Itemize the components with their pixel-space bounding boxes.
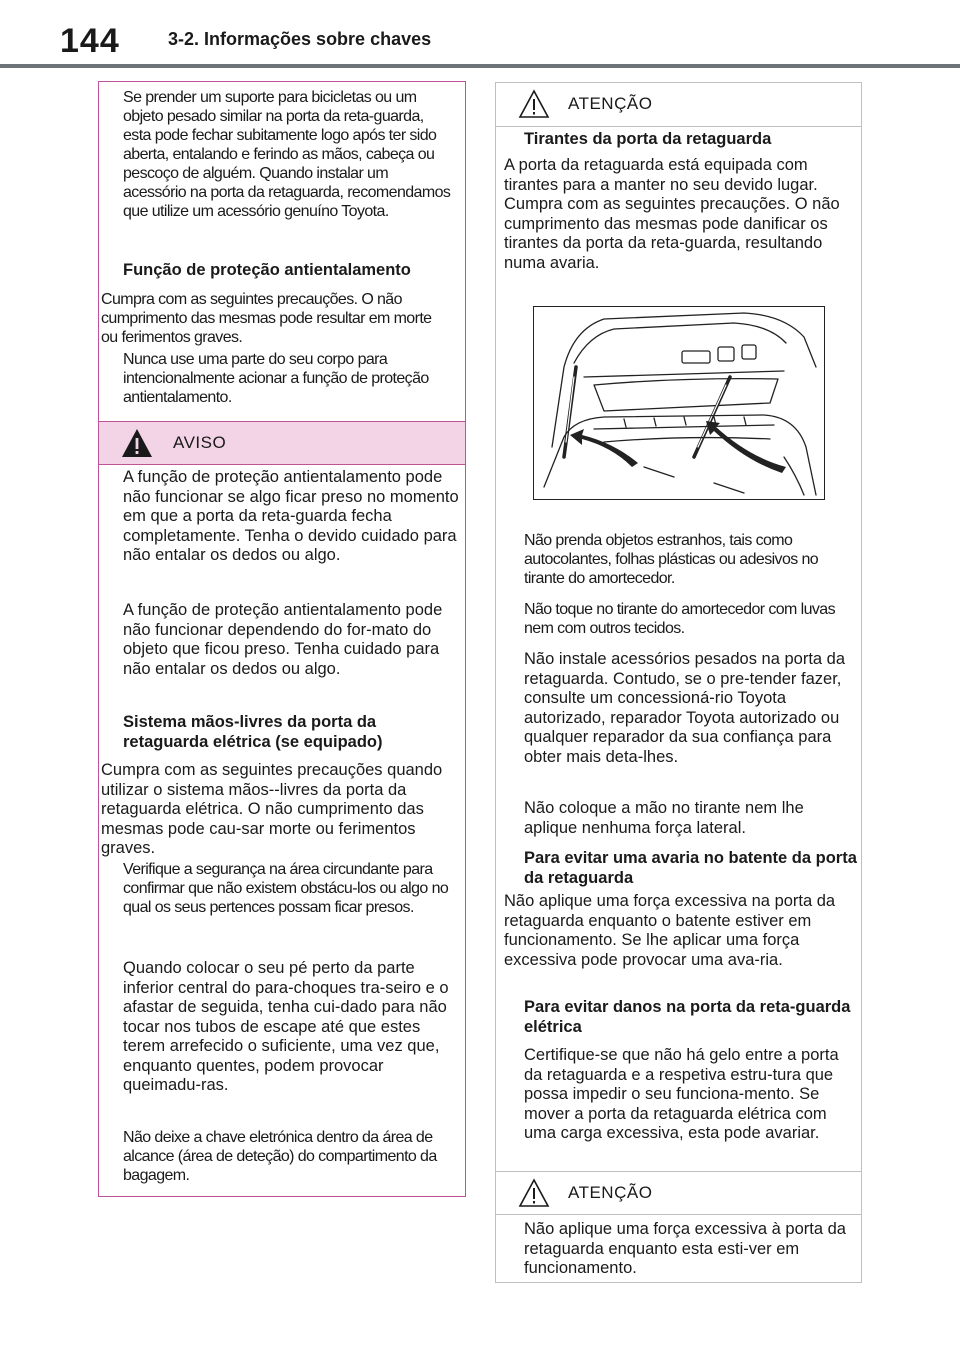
atencao-header-2 [496, 1171, 861, 1215]
handsfree-check-surroundings: Verifique a segurança na área circundante para confirmar que não existem obstácu-los ou algo no qual os seus pertences possam ficar presos. [123, 861, 449, 916]
power-door-heading: Para evitar danos na porta da reta-guarda elétrica [524, 998, 851, 1036]
atencao-header [496, 83, 861, 127]
anti-pinch-intro: Cumpra com as seguintes precauções. O não cumprimento das mesmas pode resultar em morte ou ferimentos graves. [101, 291, 432, 346]
warning-triangle-icon [121, 428, 153, 458]
stopper-heading: Para evitar uma avaria no batente da porta da retaguarda [524, 849, 857, 887]
excessive-force-warning: Não aplique uma força excessiva à porta da retaguarda enquanto esta esti-ver em funcionamento. [524, 1220, 846, 1277]
stays-heading: Tirantes da porta da retaguarda [524, 130, 772, 148]
page-header [0, 0, 960, 70]
power-door-body: Certifique-se que não há gelo entre a porta da retaguarda e a respetiva estru-tura que possa impedir o seu funciona-mento. Se mover a porta da retaguarda elétrica com uma carga excessiva, esta pode avariar. [524, 1046, 839, 1142]
aviso-label: AVISO [173, 433, 227, 452]
back-door-drawing [534, 307, 826, 501]
atencao-label-2: ATENÇÃO [568, 1183, 653, 1202]
stays-intro: A porta da retaguarda está equipada com tirantes para a manter no seu devido lugar. Cumpra com as seguintes precauções. O não cumprimento das mesmas pode danificar os tirantes da porta da reta-guarda, resultando numa avaria. [504, 156, 840, 272]
caution-box-right [495, 82, 862, 1283]
back-door-stays-illustration [533, 306, 825, 500]
atencao-label: ATENÇÃO [568, 94, 653, 113]
aviso-paragraph-1: A função de proteção antientalamento pode não funcionar se algo ficar preso no momento em que a porta da reta-guarda fecha completamente. Tenha o devido cuidado para não entalar os dedos ou algo. [123, 468, 459, 564]
page-number: 144 [60, 22, 120, 60]
header-rule [0, 64, 960, 68]
warning-box-left [98, 81, 466, 1197]
chapter-title: 3-2. Informações sobre chaves [168, 29, 432, 49]
stays-no-accessories: Não instale acessórios pesados na porta da retaguarda. Contudo, se o pre-tender fazer, consulte um concessioná-rio Toyota autorizado, reparador Toyota autorizado ou qualquer reparador da sua confiança para obter mais deta-lhes. [524, 650, 846, 766]
stays-no-objects: Não prenda objetos estranhos, tais como autocolantes, folhas plásticas ou adesivos no tirante do amortecedor. [524, 532, 819, 587]
aviso-paragraph-2: A função de proteção antientalamento pode não funcionar dependendo do for-mato do objeto que ficou preso. Tenha cuidado para não entalar os dedos ou algo. [123, 601, 443, 678]
anti-pinch-heading: Função de proteção antientalamento [123, 261, 411, 279]
handsfree-heading: Sistema mãos-livres da porta da retaguarda elétrica (se equipado) [123, 713, 383, 751]
stays-no-hand: Não coloque a mão no tirante nem lhe aplique nenhuma força lateral. [524, 799, 804, 837]
stays-no-gloves: Não toque no tirante do amortecedor com luvas nem com outros tecidos. [524, 601, 835, 637]
caution-triangle-icon [518, 89, 550, 119]
caution-triangle-icon [518, 1178, 550, 1208]
bike-rack-warning: Se prender um suporte para bicicletas ou um objeto pesado similar na porta da reta-guarda, esta pode fechar subitamente logo após ter sido aberta, entalando e ferindo as mãos, cabeça ou pescoço de alguém. Quando instalar um acessório na porta da retaguarda, recomendamos que utilize um acessório genuíno Toyota. [123, 89, 451, 220]
stopper-body: Não aplique uma força excessiva na porta da retaguarda enquanto o batente estiver em funcionamento. Se lhe aplicar uma força excessiva pode provocar uma ava-ria. [504, 892, 836, 969]
anti-pinch-body-warning: Nunca use uma parte do seu corpo para intencionalmente acionar a função de proteção antientalamento. [123, 351, 429, 406]
handsfree-key-warning: Não deixe a chave eletrónica dentro da área de alcance (área de deteção) do compartimento da bagagem. [123, 1129, 437, 1184]
handsfree-exhaust-warning: Quando colocar o seu pé perto da parte inferior central do para-choques tra-seiro e o afastar de seguida, tenha cui-dado para não tocar nos tubos de escape até que estes terem arrefecido o suficiente, uma vez que, enquanto quentes, podem provocar queimadu-ras. [123, 959, 449, 1094]
handsfree-intro: Cumpra com as seguintes precauções quando utilizar o sistema mãos--livres da porta da retaguarda elétrica. O não cumprimento das mesmas pode cau-sar morte ou ferimentos graves. [101, 761, 443, 857]
aviso-header [99, 421, 465, 465]
